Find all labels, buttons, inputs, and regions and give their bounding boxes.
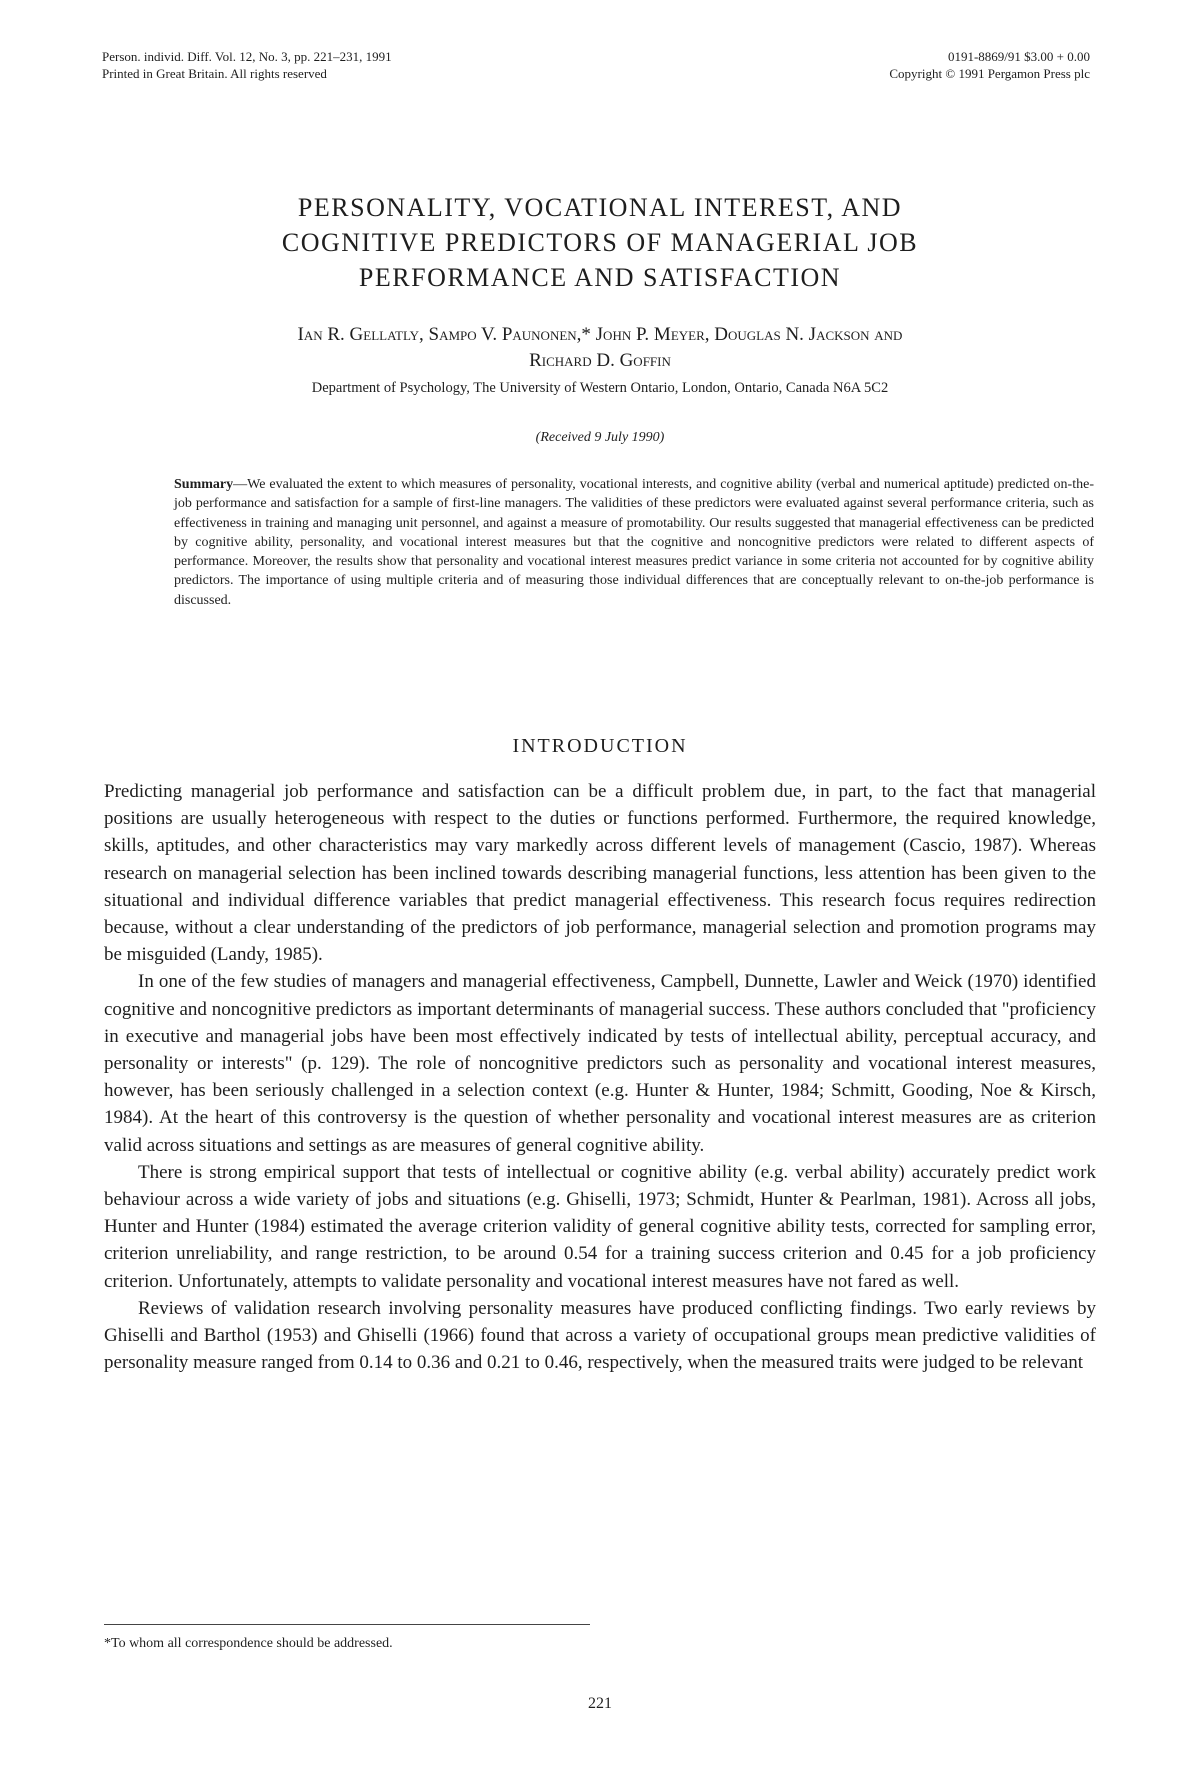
summary-text: —We evaluated the extent to which measures of personality, vocational interests, and cognitive ability (verbal and numerical aptitude) predicted on-the-job performance and satisfaction for a sample of first-line managers. The validities of these predictors were evaluated against several performance criteria, such as effectiveness in training and managing unit personnel, and against a measure of promotability. Our results suggested that managerial effectiveness can be predicted by cognitive ability, personality, and vocational interest measures but that the cognitive and noncognitive predictors were related to different aspects of performance. Moreover, the results show that personality and vocational interest measures predict variance in some criteria not accounted for by cognitive ability predictors. The importance of using multiple criteria and of measuring those individual differences that are conceptually relevant to on-the-job performance is discussed. xyxy=(174,477,1094,608)
abstract xyxy=(174,475,1094,610)
paragraph: Reviews of validation research involving personality measures have produced conflicting findings. Two early reviews by Ghiselli and Barthol (1953) and Ghiselli (1966) found that across a variety of occupational groups mean predictive validities of personality measure ranged from 0.14 to 0.36 and 0.21 to 0.46, respectively, when the measured traits were judged to be relevant xyxy=(104,1297,1096,1374)
title-line-3: PERFORMANCE AND SATISFACTION xyxy=(358,263,842,292)
page-number: 221 xyxy=(588,1695,612,1712)
affiliation: Department of Psychology, The University of Western Ontario, London, Ontario, Canada N6A 5C2 xyxy=(311,380,889,396)
article-title xyxy=(150,190,1050,295)
received-date: (Received 9 July 1990) xyxy=(535,430,665,445)
paragraph: There is strong empirical support that tests of intellectual or cognitive ability (e.g. verbal ability) accurately predict work behaviour across a wide variety of jobs and situations (e.g. Ghiselli, 1973; Schmidt, Hunter & Pearlman, 1981). Across all jobs, Hunter and Hunter (1984) estimated the average criterion validity of general cognitive ability tests, corrected for sampling error, criterion unreliability, and range restriction, to be around 0.54 for a training success criterion and 0.45 for a job proficiency criterion. Unfortunately, attempts to validate personality and vocational interest measures have not fared as well. xyxy=(104,1161,1096,1292)
section-heading-introduction: INTRODUCTION xyxy=(512,735,688,757)
author-list xyxy=(110,322,1090,374)
title-line-2: COGNITIVE PREDICTORS OF MANAGERIAL JOB xyxy=(281,228,919,257)
printed-line: Printed in Great Britain. All rights reserved xyxy=(102,66,327,81)
title-line-1: PERSONALITY, VOCATIONAL INTEREST, AND xyxy=(297,193,903,222)
copyright-header xyxy=(889,48,1090,82)
authors-line-2: Richard D. Goffin xyxy=(529,350,671,371)
footnote-divider xyxy=(104,1624,590,1625)
issn-line: 0191-8869/91 $3.00 + 0.00 xyxy=(947,49,1090,64)
introduction-body xyxy=(104,778,1096,1376)
copyright-line: Copyright © 1991 Pergamon Press plc xyxy=(889,66,1090,81)
paragraph: In one of the few studies of managers and managerial effectiveness, Campbell, Dunnette, Lawler and Weick (1970) identified cognitive and noncognitive predictors as important determinants of managerial success. These authors concluded that "proficiency in executive and managerial jobs have been most effectively indicated by tests of intellectual ability, perceptual accuracy, and personality or interests" (p. 129). The role of noncognitive predictors such as personality and vocational interest measures, however, has been seriously challenged in a selection context (e.g. Hunter & Hunter, 1984; Schmitt, Gooding, Noe & Kirsch, 1984). At the heart of this controversy is the question of whether personality and vocational interest measures are as criterion valid across situations and settings as are measures of general cognitive ability. xyxy=(104,971,1096,1156)
summary-lead: Summary xyxy=(174,477,234,492)
journal-citation-header xyxy=(102,48,392,82)
footnote: *To whom all correspondence should be addressed. xyxy=(104,1636,393,1651)
authors-line-1: Ian R. Gellatly, Sampo V. Paunonen,* John P. Meyer, Douglas N. Jackson and xyxy=(297,324,903,345)
paragraph: Predicting managerial job performance and satisfaction can be a difficult problem due, in part, to the fact that managerial positions are usually heterogeneous with respect to the duties or functions performed. Furthermore, the required knowledge, skills, aptitudes, and other characteristics may vary markedly across different levels of management (Cascio, 1987). Whereas research on managerial selection has been inclined towards describing managerial functions, less attention has been given to the situational and individual difference variables that predict managerial effectiveness. This research focus requires redirection because, without a clear understanding of the predictors of job performance, managerial selection and promotion programs may be misguided (Landy, 1985). xyxy=(104,781,1096,966)
journal-line: Person. individ. Diff. Vol. 12, No. 3, pp. 221–231, 1991 xyxy=(102,49,392,64)
